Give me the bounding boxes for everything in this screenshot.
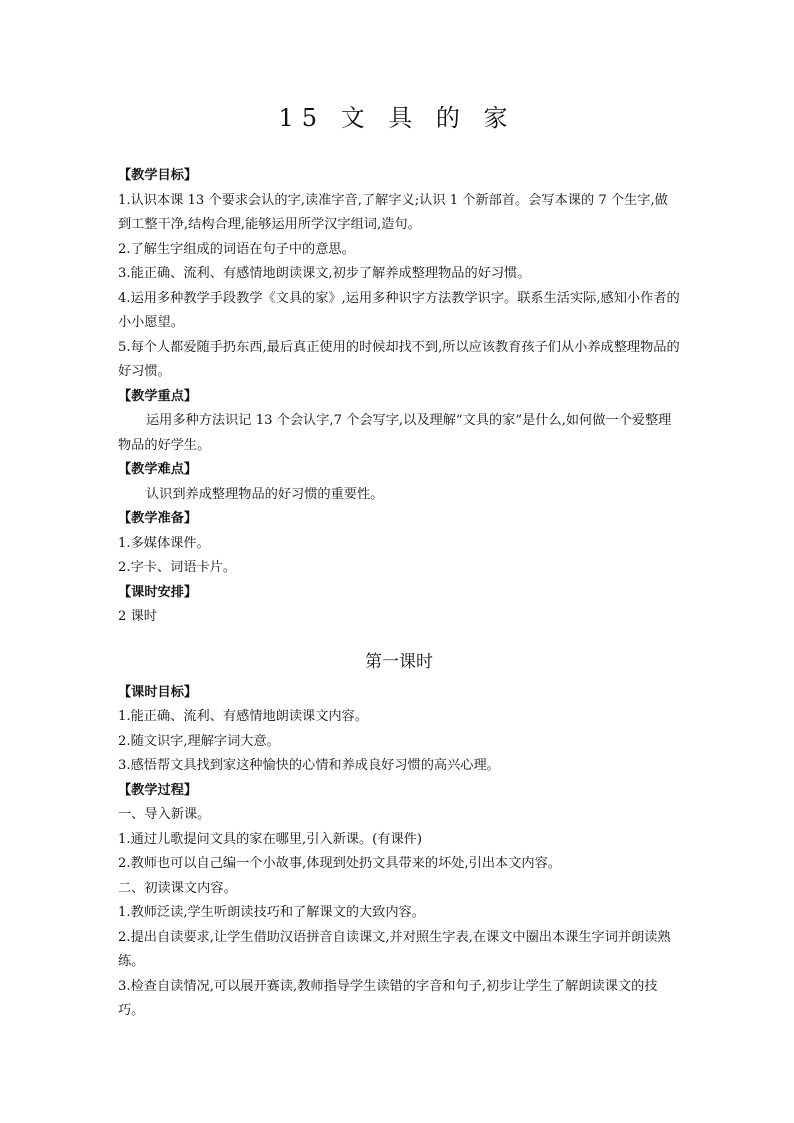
goal-item-4: 4.运用多种教学手段教学《文具的家》,运用多种识字方法教学识字。联系生活实际,感知小作者的小小愿望。 bbox=[118, 290, 680, 330]
process-step-3: 2.教师也可以自己编一个小故事,体现到处扔文具带来的坏处,引出本文内容。 bbox=[118, 856, 561, 871]
document-body bbox=[118, 164, 680, 1024]
goal-item-1: 1.认识本课 13 个要求会认的字,读准字音,了解字义;认识 1 个新部首。会写本课的 7 个生字,做到工整干净,结构合理,能够运用所学汉字组词,造句。 bbox=[118, 192, 668, 232]
page-title: 15 文 具 的 家 bbox=[278, 104, 516, 132]
process-step-6: 2.提出自读要求,让学生借助汉语拼音自读课文,并对照生字表,在课文中圈出本课生字词并朗读熟练。 bbox=[118, 929, 671, 969]
key-points-heading: 【教学重点】 bbox=[118, 388, 198, 404]
goal-item-3: 3.能正确、流利、有感情地朗读课文,初步了解养成整理物品的好习惯。 bbox=[118, 266, 531, 281]
process-step-1: 一、导入新课。 bbox=[118, 807, 211, 822]
lesson1-goal-1: 1.能正确、流利、有感情地朗读课文内容。 bbox=[118, 709, 368, 724]
process-step-2: 1.通过儿歌提问文具的家在哪里,引入新课。(有课件) bbox=[118, 831, 422, 847]
difficulties-heading: 【教学难点】 bbox=[118, 462, 198, 477]
lesson1-title: 第一课时 bbox=[365, 651, 433, 672]
goal-item-2: 2.了解生字组成的词语在句子中的意思。 bbox=[118, 241, 355, 257]
process-step-7: 3.检查自读情况,可以展开赛读,教师指导学生读错的字音和句子,初步让学生了解朗读课文的技巧。 bbox=[118, 978, 658, 1018]
lesson1-process-heading: 【教学过程】 bbox=[118, 782, 198, 798]
preparation-item-2: 2.字卡、词语卡片。 bbox=[118, 560, 237, 575]
schedule-heading: 【课时安排】 bbox=[118, 584, 198, 600]
difficulties-text: 认识到养成整理物品的好习惯的重要性。 bbox=[146, 486, 384, 502]
process-step-5: 1.教师泛读,学生听朗读技巧和了解课文的大致内容。 bbox=[118, 905, 425, 920]
goals-heading: 【教学目标】 bbox=[118, 168, 198, 183]
key-points-text: 运用多种方法识记 13 个会认字,7 个会写字,以及理解“文具的家”是什么,如何做一个爱整理物品的好学生。 bbox=[118, 413, 672, 453]
schedule-text: 2 课时 bbox=[118, 609, 157, 624]
process-step-4: 二、初读课文内容。 bbox=[118, 880, 237, 896]
preparation-item-1: 1.多媒体课件。 bbox=[118, 535, 210, 551]
lesson1-goals-heading: 【课时目标】 bbox=[118, 684, 198, 700]
lesson1-goal-2: 2.随文识字,理解字词大意。 bbox=[118, 733, 280, 749]
lesson1-goal-3: 3.感悟帮文具找到家这种愉快的心情和养成良好习惯的高兴心理。 bbox=[118, 758, 500, 773]
goal-item-5: 5.每个人都爱随手扔东西,最后真正使用的时候却找不到,所以应该教育孩子们从小养成整理物品的好习惯。 bbox=[118, 339, 680, 379]
preparation-heading: 【教学准备】 bbox=[118, 511, 198, 526]
